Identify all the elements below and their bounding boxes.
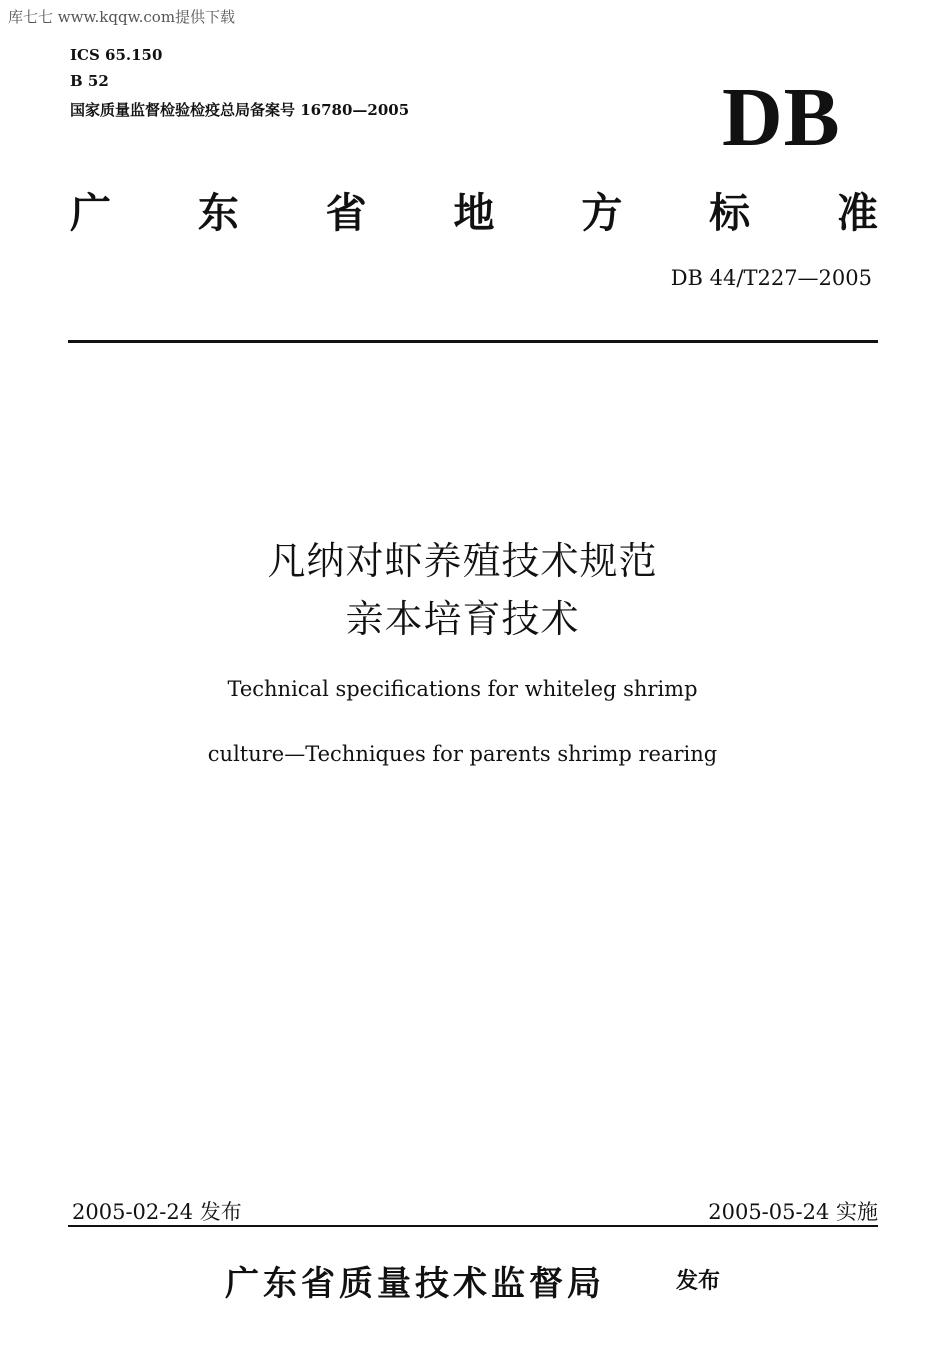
issue-date: 2005-02-24 发布 bbox=[72, 1200, 242, 1224]
category-char: 地 bbox=[453, 189, 495, 237]
category-char: 方 bbox=[581, 189, 623, 237]
watermark-text: 库七七 www.kqqw.com提供下载 bbox=[8, 8, 236, 26]
category-char: 东 bbox=[197, 189, 239, 237]
issuing-authority: 广东省质量技术监督局 bbox=[225, 1264, 605, 1304]
english-title-line-2: culture—Techniques for parents shrimp rearing bbox=[207, 742, 718, 766]
category-char: 准 bbox=[836, 189, 878, 237]
implementation-date: 2005-05-24 实施 bbox=[708, 1200, 878, 1224]
header-divider bbox=[68, 340, 878, 343]
issuing-authority-suffix: 发布 bbox=[676, 1269, 721, 1294]
chinese-title-line-2: 亲本培育技术 bbox=[345, 597, 580, 641]
footer-divider bbox=[68, 1225, 878, 1227]
english-title-line-1: Technical specifications for whiteleg shrimp bbox=[227, 677, 698, 701]
ics-code: ICS 65.150 bbox=[70, 46, 163, 64]
standard-number: DB 44/T227—2005 bbox=[670, 266, 872, 290]
db-logo: DB bbox=[722, 71, 841, 164]
ccs-code: B 52 bbox=[70, 72, 109, 90]
chinese-title-line-1: 凡纳对虾养殖技术规范 bbox=[267, 539, 658, 583]
standard-category-title bbox=[70, 180, 878, 239]
category-char: 省 bbox=[325, 189, 367, 237]
category-char: 广 bbox=[70, 189, 111, 237]
category-char: 标 bbox=[709, 189, 751, 237]
record-number: 国家质量监督检验检疫总局备案号 16780—2005 bbox=[70, 101, 410, 119]
